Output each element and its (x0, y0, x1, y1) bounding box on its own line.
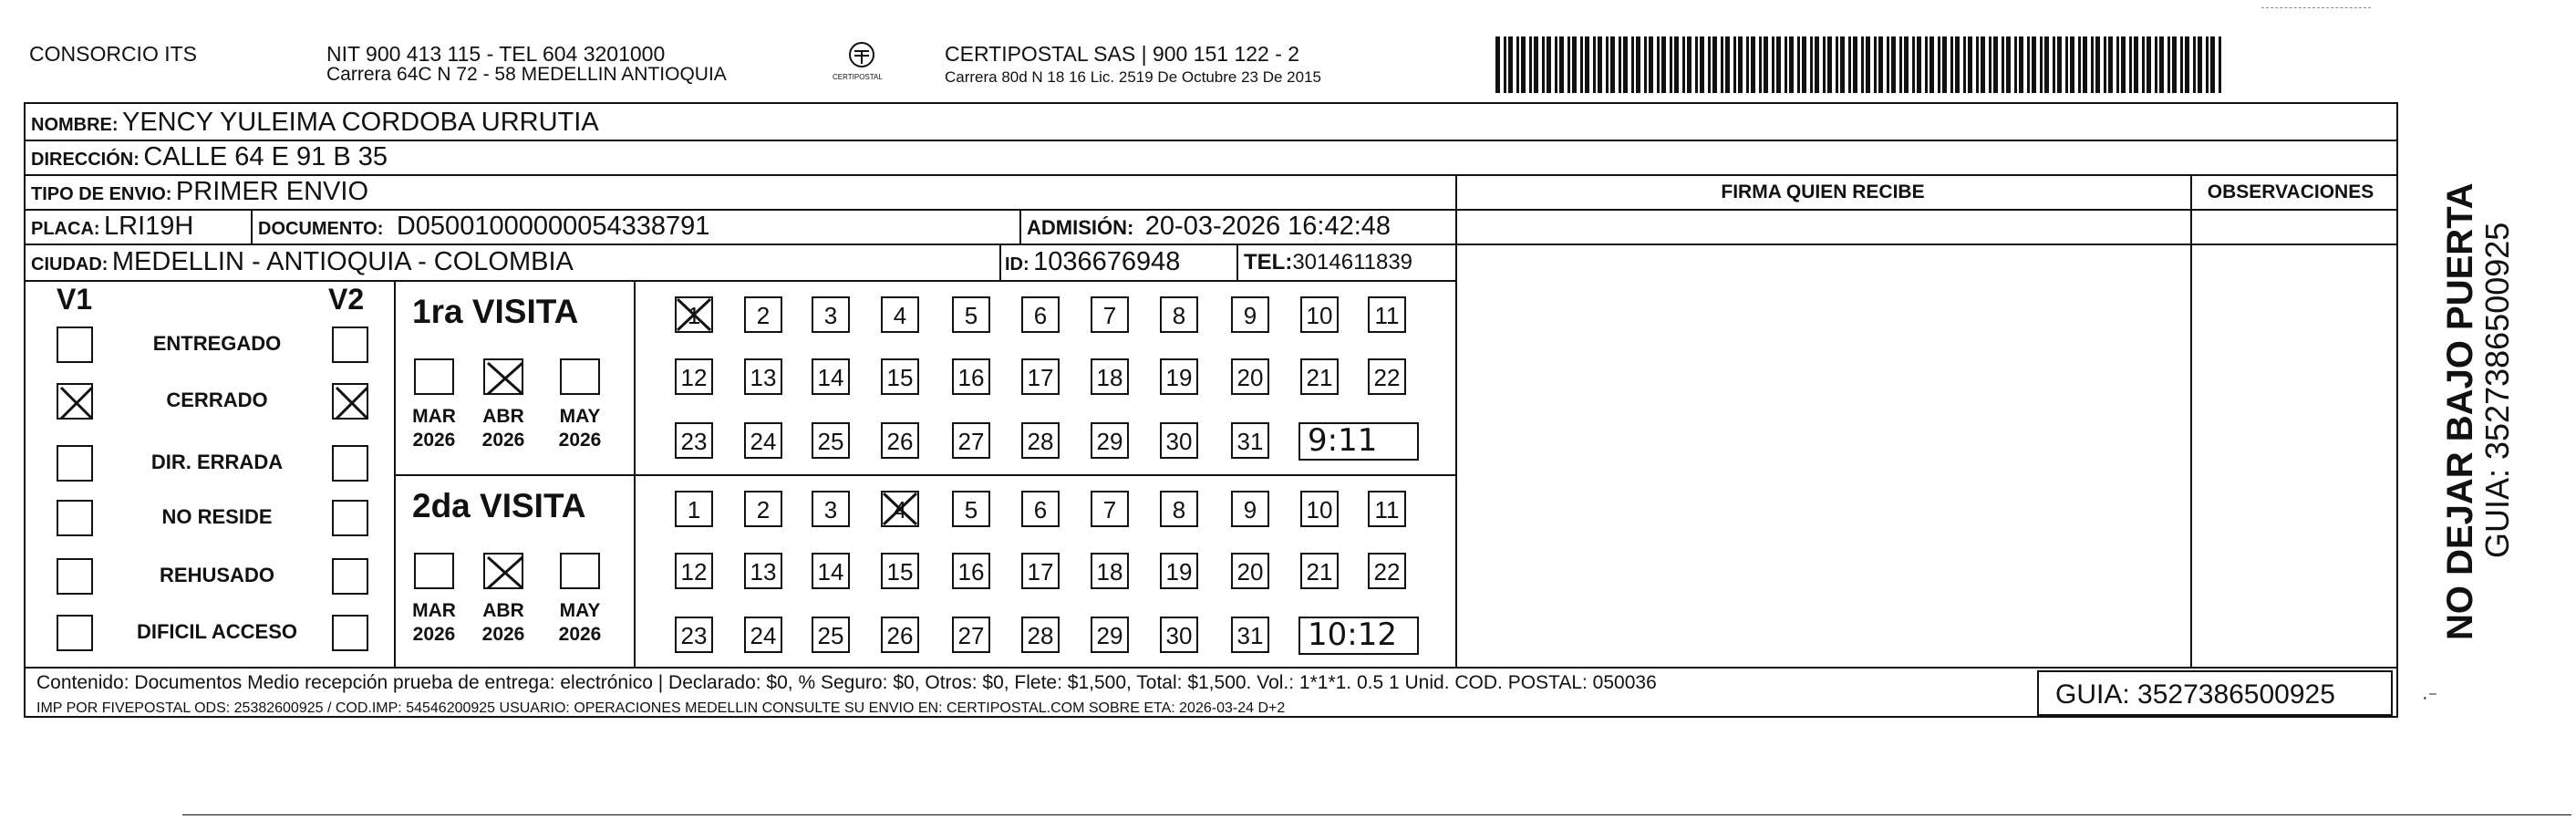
month-year: 2026 (481, 624, 525, 645)
id-cell (1005, 247, 1180, 277)
barcode-bar (1580, 36, 1583, 93)
day-box[interactable]: 3 (812, 296, 850, 333)
barcode-bar (1840, 36, 1845, 93)
month-year: 2026 (558, 624, 602, 645)
barcode-bar (1772, 36, 1774, 93)
barcode-bar (2147, 36, 2151, 93)
day-box[interactable]: 30 (1160, 617, 1198, 653)
admision-label: ADMISIÓN: (1027, 216, 1134, 239)
day-box[interactable]: 9 (1231, 296, 1269, 333)
day-check-mark (675, 296, 713, 333)
day-box[interactable]: 8 (1160, 296, 1198, 333)
barcode-bar (1547, 36, 1551, 93)
barcode-bar (1759, 36, 1762, 93)
day-box[interactable]: 24 (744, 617, 782, 653)
month-checkbox[interactable] (560, 553, 600, 589)
barcode-bar (1989, 36, 1991, 93)
certipostal-logo (834, 38, 889, 93)
barcode-bar (2159, 36, 2164, 93)
handwritten-time: 9:11 (1308, 422, 1378, 459)
admision-cell (1027, 212, 1391, 242)
barcode-bar (2116, 36, 2119, 93)
month-checkbox[interactable] (414, 553, 454, 589)
barcode-bar (1674, 36, 1679, 93)
status-label: DIFICIL ACCESO (136, 620, 297, 643)
barcode-bar (1657, 36, 1660, 93)
barcode-bar (1644, 36, 1647, 93)
day-box[interactable]: 11 (1368, 296, 1406, 333)
day-box[interactable]: 22 (1368, 553, 1406, 589)
day-check-mark (881, 491, 919, 527)
day-box[interactable]: 17 (1021, 553, 1060, 589)
barcode-bar (1687, 36, 1691, 93)
month-checkbox[interactable] (414, 358, 454, 395)
admision-value: 20-03-2026 16:42:48 (1144, 212, 1391, 241)
barcode-bar (1593, 36, 1596, 93)
tipo-envio-row (31, 177, 368, 207)
day-box[interactable]: 31 (1231, 422, 1269, 459)
day-box[interactable]: 26 (881, 617, 919, 653)
day-box[interactable]: 12 (675, 553, 713, 589)
barcode-bar (1619, 36, 1621, 93)
barcode-bar (1887, 36, 1889, 93)
status-label: NO RESIDE (161, 505, 273, 528)
month-label: MAR (412, 406, 456, 427)
v2-checkbox[interactable] (332, 383, 368, 420)
day-box[interactable]: 4 (881, 296, 919, 333)
barcode-bar (1529, 36, 1532, 93)
day-box[interactable]: 20 (1231, 553, 1269, 589)
barcode-bar (2078, 36, 2081, 93)
barcode-bar (1963, 36, 1966, 93)
barcode-bar (1636, 36, 1640, 93)
tel-label: TEL: (1244, 250, 1293, 275)
day-box[interactable]: 25 (812, 422, 850, 459)
barcode-bar (2027, 36, 2030, 93)
status-label: ENTREGADO (152, 332, 282, 355)
v1-header: V1 (57, 283, 93, 316)
day-box[interactable]: 26 (881, 422, 919, 459)
day-box[interactable]: 19 (1160, 358, 1198, 395)
barcode-bar (1938, 36, 1940, 93)
day-box[interactable]: 24 (744, 422, 782, 459)
v2-checkbox[interactable] (332, 558, 368, 595)
day-box[interactable]: 7 (1091, 296, 1129, 333)
day-box[interactable]: 13 (744, 358, 782, 395)
barcode-bar (1508, 36, 1513, 93)
v1-checkbox[interactable] (57, 615, 93, 651)
barcode-bar (1827, 36, 1832, 93)
month-check-mark (485, 360, 525, 397)
barcode-bar (1776, 36, 1781, 93)
day-box[interactable]: 14 (812, 358, 850, 395)
barcode-bar (1751, 36, 1755, 93)
barcode-bar (1929, 36, 1934, 93)
bottom-edge-line (182, 814, 2571, 815)
license-info: Carrera 80d N 18 16 Lic. 2519 De Octubre 23 De 2015 (945, 68, 1321, 86)
stray-mark: ·⁻ (2422, 688, 2438, 708)
barcode-bar (1623, 36, 1628, 93)
barcode-bar (2014, 36, 2017, 93)
barcode-bar (2065, 36, 2068, 93)
nombre-value: YENCY YULEIMA CORDOBA URRUTIA (122, 108, 599, 137)
barcode-bar (2070, 36, 2074, 93)
v1-checkbox[interactable] (57, 327, 93, 363)
day-box[interactable]: 10 (1300, 491, 1339, 527)
barcode-bar (1567, 36, 1570, 93)
barcode-bar (1874, 36, 1877, 93)
barcode-bar (1993, 36, 1998, 93)
company-address: Carrera 64C N 72 - 58 MEDELLIN ANTIOQUIA (326, 64, 727, 85)
nombre-row (31, 108, 599, 138)
v1-checkbox[interactable] (57, 558, 93, 595)
v2-checkbox[interactable] (332, 327, 368, 363)
barcode-bar (1764, 36, 1768, 93)
day-box[interactable]: 21 (1300, 358, 1339, 395)
ciudad-cell (31, 247, 574, 277)
barcode-bar (1746, 36, 1749, 93)
barcode-bar (1789, 36, 1794, 93)
barcode-bar (1836, 36, 1838, 93)
month-label: MAY (559, 600, 601, 621)
barcode-bar (2172, 36, 2177, 93)
barcode-bar (1670, 36, 1672, 93)
barcode-bar (1572, 36, 1577, 93)
id-value: 1036676948 (1033, 247, 1181, 276)
month-year: 2026 (558, 430, 602, 451)
month-label: MAY (559, 406, 601, 427)
barcode-bar (2129, 36, 2132, 93)
day-box[interactable]: 19 (1160, 553, 1198, 589)
day-box[interactable]: 16 (952, 358, 990, 395)
day-box[interactable]: 8 (1160, 491, 1198, 527)
barcode-bar (1981, 36, 1985, 93)
placa-label: PLACA: (31, 219, 100, 239)
barcode-bar (1917, 36, 1921, 93)
day-box[interactable]: 17 (1021, 358, 1060, 395)
barcode-bar (1968, 36, 1972, 93)
barcode-bar (1802, 36, 1806, 93)
day-box[interactable]: 23 (675, 422, 713, 459)
barcode-bar (1955, 36, 1960, 93)
day-box[interactable]: 29 (1091, 422, 1129, 459)
v1-checkbox[interactable] (57, 500, 93, 536)
barcode-bar (2091, 36, 2094, 93)
footer-contenido: Contenido: Documentos Medio recepción prueba de entrega: electrónico | Declarado: $0, % Seguro: $0, Otros: $0, Flete: $1,500, Total: $1,500. Vol.: 1*1*1. 0.5 1 Unid. COD. POSTAL: 050036 (36, 672, 1657, 693)
day-box[interactable]: 5 (952, 491, 990, 527)
day-box[interactable]: 22 (1368, 358, 1406, 395)
placa-value: LRI19H (104, 212, 194, 241)
tel-cell (1244, 250, 1412, 275)
day-box[interactable]: 23 (675, 617, 713, 653)
time-box[interactable] (1298, 422, 1419, 461)
day-box[interactable]: 18 (1091, 358, 1129, 395)
barcode-bar (1534, 36, 1538, 93)
time-box[interactable] (1298, 617, 1419, 655)
day-box[interactable]: 25 (812, 617, 850, 653)
day-box[interactable]: 10 (1300, 296, 1339, 333)
barcode-bar (2006, 36, 2011, 93)
barcode (1494, 36, 2223, 93)
barcode-bar (2219, 36, 2221, 93)
v2-check-mark (334, 385, 370, 421)
v1-check-mark (58, 385, 95, 421)
barcode-bar (2108, 36, 2113, 93)
barcode-bar (1848, 36, 1851, 93)
observaciones-header: OBSERVACIONES (2207, 181, 2374, 202)
barcode-bar (1610, 36, 1615, 93)
day-box[interactable]: 6 (1021, 296, 1060, 333)
documento-label: DOCUMENTO: (258, 219, 384, 239)
barcode-bar (1682, 36, 1685, 93)
month-checkbox[interactable] (483, 358, 523, 395)
day-box[interactable]: 7 (1091, 491, 1129, 527)
barcode-bar (1950, 36, 1953, 93)
barcode-bar (2142, 36, 2145, 93)
barcode-bar (2206, 36, 2209, 93)
month-label: MAR (412, 600, 456, 621)
day-box[interactable]: 1 (675, 491, 713, 527)
tel-value: 3014611839 (1292, 250, 1413, 275)
barcode-bar (2155, 36, 2157, 93)
month-label: ABR (482, 406, 524, 427)
footer-guia: GUIA: 3527386500925 (2055, 679, 2335, 710)
barcode-bar (2210, 36, 2215, 93)
barcode-bar (1797, 36, 1800, 93)
visit-title: 2da VISITA (412, 487, 586, 524)
barcode-bar (1738, 36, 1743, 93)
barcode-bar (2104, 36, 2106, 93)
barcode-bar (1925, 36, 1928, 93)
barcode-bar (1725, 36, 1730, 93)
barcode-bar (1712, 36, 1717, 93)
v1-checkbox[interactable] (57, 383, 93, 420)
firma-header: FIRMA QUIEN RECIBE (1721, 181, 1925, 202)
barcode-bar (1542, 36, 1545, 93)
day-box[interactable]: 14 (812, 553, 850, 589)
barcode-bar (1495, 36, 1500, 93)
day-box[interactable]: 13 (744, 553, 782, 589)
barcode-bar (1912, 36, 1915, 93)
day-box[interactable]: 15 (881, 553, 919, 589)
barcode-bar (1861, 36, 1864, 93)
barcode-bar (2121, 36, 2126, 93)
logo-text: CERTIPOSTAL (833, 73, 883, 81)
placa-cell (31, 212, 193, 242)
guia-vertical: GUIA: 3527386500925 (2478, 222, 2516, 558)
month-year: 2026 (481, 430, 525, 451)
day-box[interactable]: 12 (675, 358, 713, 395)
barcode-bar (1785, 36, 1787, 93)
barcode-bar (2083, 36, 2087, 93)
tipo-envio-label: TIPO DE ENVIO: (31, 184, 172, 204)
barcode-bar (2193, 36, 2196, 93)
barcode-bar (1598, 36, 1602, 93)
day-box[interactable]: 3 (812, 491, 850, 527)
tipo-envio-value: PRIMER ENVIO (175, 177, 369, 206)
barcode-bar (1891, 36, 1896, 93)
barcode-bar (1878, 36, 1883, 93)
barcode-bar (1942, 36, 1947, 93)
status-label: CERRADO (166, 389, 268, 411)
barcode-bar (1721, 36, 1723, 93)
barcode-bar (1504, 36, 1506, 93)
day-box[interactable]: 2 (744, 296, 782, 333)
barcode-bar (2040, 36, 2043, 93)
barcode-bar (2134, 36, 2138, 93)
day-box[interactable]: 27 (952, 617, 990, 653)
barcode-bar (1521, 36, 1526, 93)
day-box[interactable]: 2 (744, 491, 782, 527)
day-box[interactable]: 27 (952, 422, 990, 459)
day-box[interactable]: 30 (1160, 422, 1198, 459)
documento-value: D05001000000054338791 (396, 212, 710, 241)
barcode-bar (1815, 36, 1819, 93)
barcode-bar (1976, 36, 1979, 93)
day-box[interactable]: 4 (881, 491, 919, 527)
barcode-bar (1631, 36, 1634, 93)
v2-checkbox[interactable] (332, 500, 368, 536)
company-name: CONSORCIO ITS (29, 42, 198, 66)
status-label: DIR. ERRADA (150, 451, 284, 473)
ciudad-label: CIUDAD: (31, 254, 109, 275)
day-box[interactable]: 20 (1231, 358, 1269, 395)
month-year: 2026 (412, 430, 456, 451)
barcode-bar (2057, 36, 2062, 93)
month-check-mark (485, 555, 525, 591)
month-label: ABR (482, 600, 524, 621)
v2-header: V2 (328, 283, 365, 316)
day-box[interactable]: 21 (1300, 553, 1339, 589)
barcode-bar (1700, 36, 1704, 93)
certipostal-info: CERTIPOSTAL SAS | 900 151 122 - 2 (945, 42, 1300, 66)
barcode-bar (1585, 36, 1589, 93)
day-box[interactable]: 5 (952, 296, 990, 333)
day-box[interactable]: 15 (881, 358, 919, 395)
barcode-bar (2044, 36, 2049, 93)
month-checkbox[interactable] (483, 553, 523, 589)
barcode-bar (1695, 36, 1698, 93)
barcode-bar (1904, 36, 1909, 93)
visit-title: 1ra VISITA (412, 293, 579, 330)
barcode-bar (1559, 36, 1564, 93)
day-box[interactable]: 1 (675, 296, 713, 333)
barcode-bar (1606, 36, 1609, 93)
month-year: 2026 (412, 624, 456, 645)
day-box[interactable]: 16 (952, 553, 990, 589)
v2-checkbox[interactable] (332, 615, 368, 651)
top-edge-mark (2261, 7, 2371, 8)
id-label: ID: (1005, 254, 1029, 275)
barcode-bar (2095, 36, 2100, 93)
barcode-bar (1810, 36, 1813, 93)
handwritten-time: 10:12 (1308, 617, 1397, 653)
barcode-bar (2185, 36, 2189, 93)
barcode-bar (1899, 36, 1902, 93)
barcode-bar (1516, 36, 1519, 93)
barcode-bar (1661, 36, 1666, 93)
day-box[interactable]: 28 (1021, 617, 1060, 653)
direccion-value: CALLE 64 E 91 B 35 (143, 142, 388, 171)
nit-tel: NIT 900 413 115 - TEL 604 3201000 (326, 42, 666, 66)
day-box[interactable]: 9 (1231, 491, 1269, 527)
ciudad-value: MEDELLIN - ANTIOQUIA - COLOMBIA (111, 247, 574, 276)
barcode-bar (2032, 36, 2036, 93)
day-box[interactable]: 11 (1368, 491, 1406, 527)
month-checkbox[interactable] (560, 358, 600, 395)
day-box[interactable]: 29 (1091, 617, 1129, 653)
barcode-bar (1823, 36, 1826, 93)
direccion-row (31, 142, 388, 172)
day-box[interactable]: 18 (1091, 553, 1129, 589)
nombre-label: NOMBRE: (31, 115, 119, 135)
documento-cell (258, 212, 709, 242)
footer-guia-box (2037, 670, 2393, 716)
day-box[interactable]: 28 (1021, 422, 1060, 459)
status-label: REHUSADO (160, 564, 274, 586)
barcode-bar (1555, 36, 1557, 93)
barcode-bar (2053, 36, 2055, 93)
barcode-bar (2180, 36, 2183, 93)
no-dejar-bajo-puerta: NO DEJAR BAJO PUERTA (2440, 182, 2480, 640)
barcode-bar (2167, 36, 2170, 93)
barcode-bar (1649, 36, 1653, 93)
footer-imp: IMP POR FIVEPOSTAL ODS: 25382600925 / COD.IMP: 54546200925 USUARIO: OPERACIONES MEDELLIN CONSULTE SU ENVIO EN: CERTIPOSTAL.COM SOBRE ETA: 2026-03-24 D+2 (36, 700, 1286, 716)
barcode-bar (1733, 36, 1736, 93)
barcode-bar (2002, 36, 2004, 93)
barcode-bar (1708, 36, 1711, 93)
day-box[interactable]: 31 (1231, 617, 1269, 653)
direccion-label: DIRECCIÓN: (31, 150, 140, 170)
day-box[interactable]: 6 (1021, 491, 1060, 527)
barcode-bar (1866, 36, 1870, 93)
v2-checkbox[interactable] (332, 445, 368, 482)
v1-checkbox[interactable] (57, 445, 93, 482)
barcode-bar (2019, 36, 2023, 93)
barcode-bar (1853, 36, 1857, 93)
barcode-bar (2198, 36, 2202, 93)
